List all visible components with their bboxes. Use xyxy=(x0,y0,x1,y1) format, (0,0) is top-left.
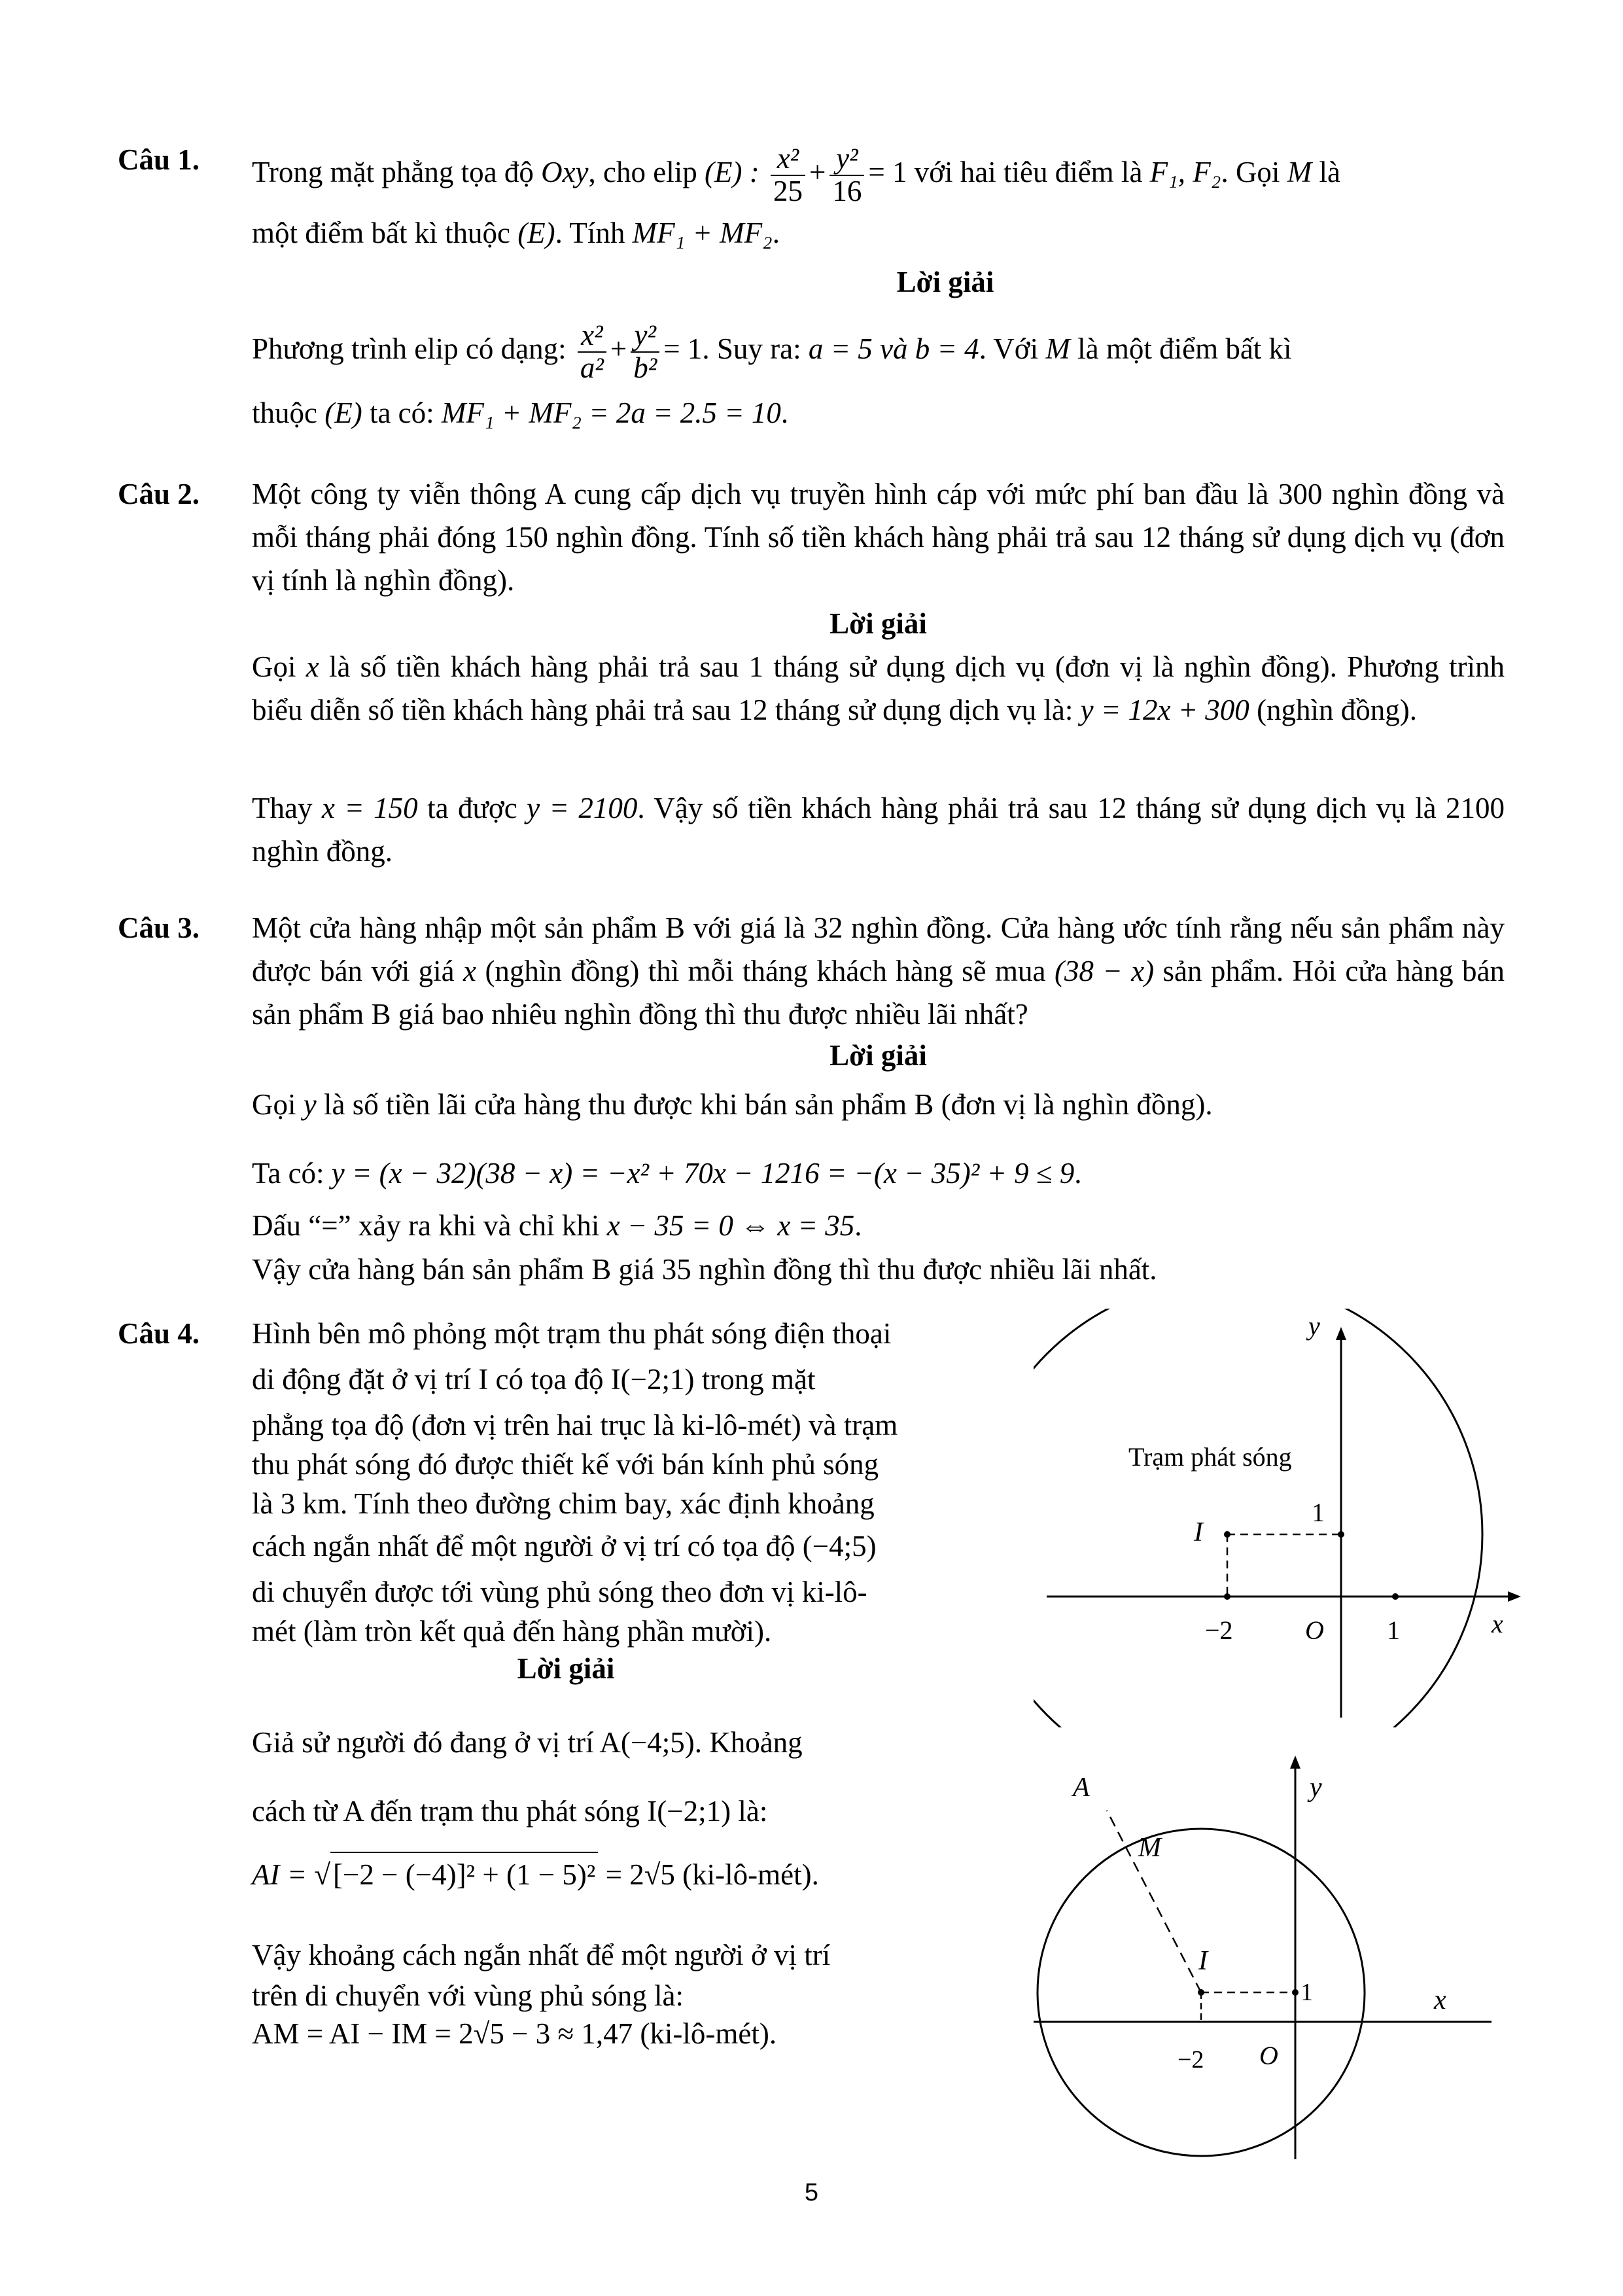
point-y1 xyxy=(1292,1989,1299,1996)
solution-line: trên di chuyển với vùng phủ sóng là: xyxy=(252,1979,684,2012)
page-number: 5 xyxy=(804,2179,819,2206)
point-x1 xyxy=(1392,1593,1399,1600)
solution-line: Dấu “=” xảy ra khi và chỉ khi x − 35 = 0 ⇔ x = 35. xyxy=(252,1209,862,1242)
coverage-figure-2 xyxy=(1034,1744,1518,2163)
solution-line: Thay x = 150 ta được y = 2100. Vậy số tiền khách hàng phải trả sau 12 tháng sử dụng dịch vụ là 2100 nghìn đồng. xyxy=(252,792,1505,868)
statement-line: cách ngắn nhất để một người ở vị trí có tọa độ (−4;5) xyxy=(252,1530,877,1563)
question-1 xyxy=(118,136,1505,444)
point-x-2 xyxy=(1224,1593,1230,1600)
y-axis-arrow xyxy=(1336,1327,1346,1340)
fraction: $\frac{\text{x²}}{25}$ xyxy=(771,143,805,207)
label-one-x: 1 xyxy=(1387,1616,1400,1645)
label-O: O xyxy=(1305,1616,1324,1645)
question-4: Câu 4. Hình bên mô phỏng một trạm thu phát sóng điện thoại di động đặt ở vị trí I có tọa độ I(−2;1) trong mặt phẳng tọa độ (đơn vị trên hai trục là ki-lô-mét) và trạm thu phát sóng đó được thiết kế với bán kính phủ sóng là 3 km. Tính theo đường chim bay, xác định khoảng cách ngắn nhất để một người ở vị trí có tọa độ (−4;5) di chuyển được tới vùng phủ sóng theo đơn vị ki-lô- mét (làm tròn kết quả đến hàng phần mười). Lời giải Giả sử người đó đang ở vị trí A(−4;5). Khoảng cách từ A đến trạm thu phát sóng I(−2;1) là: AI = √[−2 − (−4)]² + (1 − 5)² = 2√5 (ki-lô-mét). Vậy khoảng cách ngắn nhất để một người ở vị trí trên di chuyển với vùng phủ sóng là: AM = AI − IM = 2√5 − 3 ≈ 1,47 (ki-lô-mét). xyxy=(118,1312,1505,2117)
solution-line: Ta có: y = (x − 32)(38 − x) = −x² + 70x − 1216 = −(x − 35)² + 9 ≤ 9. xyxy=(252,1157,1082,1190)
statement-line: di chuyển được tới vùng phủ sóng theo đơn vị ki-lô- xyxy=(252,1576,867,1608)
solution-line: Vậy cửa hàng bán sản phẩm B giá 35 nghìn đồng thì thu được nhiều lãi nhất. xyxy=(252,1253,1157,1286)
label-I: I xyxy=(1198,1946,1208,1976)
label-x: x xyxy=(1434,1985,1446,2015)
center-point xyxy=(1198,1989,1204,1996)
label-y: y xyxy=(1310,1773,1322,1803)
label-x: x xyxy=(1492,1609,1503,1638)
solution-line: thuộc (E) ta có: MF₁ + MF₂ = 2a = 2.5 = 10. xyxy=(252,397,789,429)
question-statement: Một cửa hàng nhập một sản phẩm B với giá là 32 nghìn đồng. Cửa hàng ước tính rằng nếu sản phẩm này được bán với giá x (nghìn đồng) thì mỗi tháng khách hàng sẽ mua (38 − x) sản phẩm. Hỏi cửa hàng bán sản phẩm B giá bao nhiêu nghìn đồng thì thu được nhiều lãi nhất? xyxy=(252,911,1505,1031)
question-3 xyxy=(118,906,1505,1312)
coverage-circle xyxy=(1034,1309,1482,1727)
question-label: Câu 3. xyxy=(118,911,200,944)
solution-line: Gọi y là số tiền lãi cửa hàng thu được khi bán sản phẩm B (đơn vị là nghìn đồng). xyxy=(252,1088,1213,1121)
label-minus2: −2 xyxy=(1178,2046,1204,2074)
coverage-figure-1 xyxy=(1034,1309,1531,1727)
label-one-y: 1 xyxy=(1300,1979,1313,2006)
label-I: I xyxy=(1194,1517,1203,1547)
statement-line: phẳng tọa độ (đơn vị trên hai trục là ki-lô-mét) và trạm xyxy=(252,1409,898,1441)
question-statement: Một công ty viễn thông A cung cấp dịch vụ truyền hình cáp với mức phí ban đầu là 300 nghìn đồng và mỗi tháng phải đóng 150 nghìn đồng. Tính số tiền khách hàng phải trả sau 12 tháng sử dụng dịch vụ (đơn vị tính là nghìn đồng). xyxy=(252,478,1505,597)
solution-line: Gọi x là số tiền khách hàng phải trả sau 1 tháng sử dụng dịch vụ (đơn vị là nghìn đồng). Phương trình biểu diễn số tiền khách hàng phải trả sau 12 tháng sử dụng dịch vụ là: y = 12x + 300 (nghìn đồng). xyxy=(252,650,1505,726)
question-statement-line: Trong mặt phẳng tọa độ Oxy, cho elip (E) : $\frac{\text{x²}}{25}$ + $\frac{\text{y²}}{16}$ = 1 với hai tiêu điểm là F₁, F₂. Gọi M là xyxy=(252,142,1340,207)
x-axis-arrow xyxy=(1508,1591,1521,1602)
y-axis-arrow xyxy=(1290,1756,1300,1769)
figure-caption: Trạm phát sóng xyxy=(1128,1442,1292,1472)
statement-line: Hình bên mô phỏng một trạm thu phát sóng điện thoại xyxy=(252,1317,892,1350)
question-statement-line: một điểm bất kì thuộc (E). Tính MF₁ + MF₂. xyxy=(252,217,780,249)
solution-heading: Lời giải xyxy=(829,607,927,640)
fraction: $\frac{\text{x²}}{\text{a²}}$ xyxy=(578,320,606,383)
label-O: O xyxy=(1259,2041,1278,2070)
solution-line: cách từ A đến trạm thu phát sóng I(−2;1) là: xyxy=(252,1795,768,1828)
statement-line: thu phát sóng đó được thiết kế với bán kính phủ sóng xyxy=(252,1448,879,1481)
label-one-y: 1 xyxy=(1312,1498,1325,1527)
label-M: M xyxy=(1138,1833,1161,1863)
statement-line: mét (làm tròn kết quả đến hàng phần mười). xyxy=(252,1615,772,1648)
fraction: $\frac{\text{y²}}{16}$ xyxy=(829,143,864,207)
center-point xyxy=(1224,1531,1230,1538)
statement-line: là 3 km. Tính theo đường chim bay, xác định khoảng xyxy=(252,1487,875,1520)
question-label: Câu 4. xyxy=(118,1317,200,1350)
label-y: y xyxy=(1308,1311,1320,1341)
statement-line: di động đặt ở vị trí I có tọa độ I(−2;1) trong mặt xyxy=(252,1363,816,1396)
solution-line: Giả sử người đó đang ở vị trí A(−4;5). Khoảng xyxy=(252,1726,803,1759)
solution-heading: Lời giải xyxy=(896,266,994,298)
label-A: A xyxy=(1073,1773,1090,1803)
solution-line: Vậy khoảng cách ngắn nhất để một người ở vị trí xyxy=(252,1939,831,1971)
solution-line: AI = √[−2 − (−4)]² + (1 − 5)² = 2√5 (ki-lô-mét). xyxy=(252,1852,819,1896)
solution-line: Phương trình elip có dạng: $\frac{\text{x²}}{\text{a²}}$ + $\frac{\text{y²}}{\text{b²}}$ = 1. Suy ra: a = 5 và b = 4. Với M là một điểm bất kì xyxy=(252,319,1292,384)
point-y1 xyxy=(1338,1531,1344,1538)
label-minus2: −2 xyxy=(1205,1616,1233,1645)
solution-heading: Lời giải xyxy=(829,1039,927,1072)
question-2 xyxy=(118,472,1505,878)
solution-line: AM = AI − IM = 2√5 − 3 ≈ 1,47 (ki-lô-mét). xyxy=(252,2017,777,2050)
question-label: Câu 2. xyxy=(118,478,200,510)
fraction: $\frac{\text{y²}}{\text{b²}}$ xyxy=(631,320,659,383)
question-label: Câu 1. xyxy=(118,143,200,176)
